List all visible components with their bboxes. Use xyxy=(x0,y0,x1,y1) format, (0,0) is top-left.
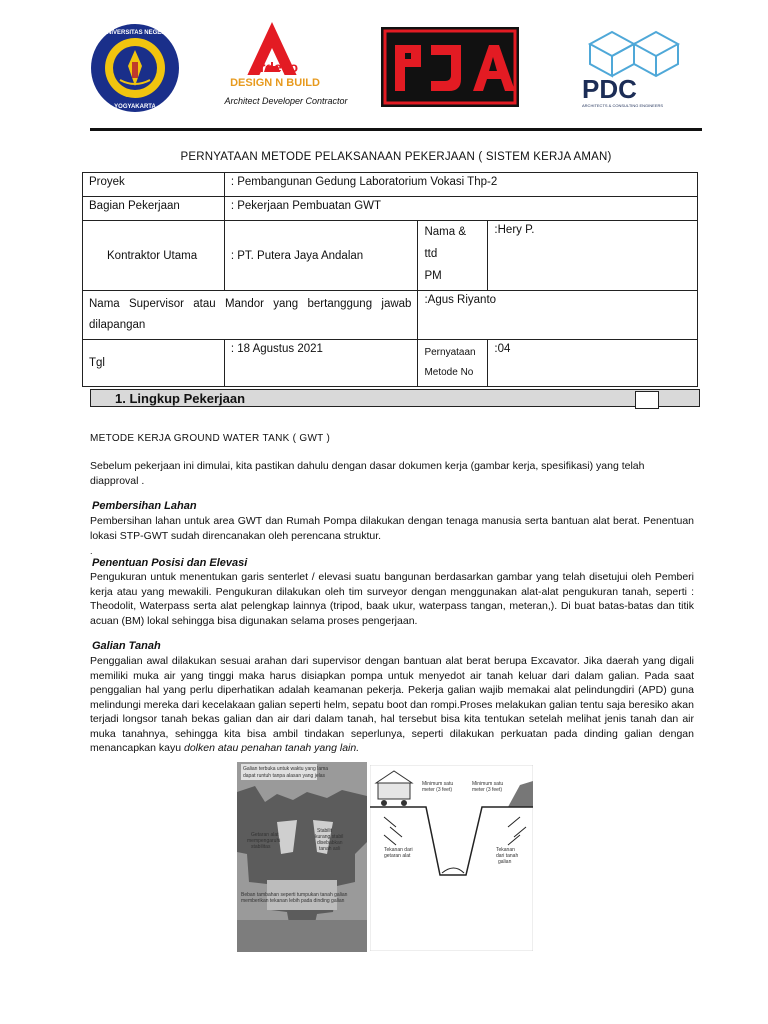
proyek-label: Proyek xyxy=(83,173,225,197)
right-caption-5: Tekanan dari xyxy=(384,847,413,853)
pernyataan-label xyxy=(418,340,488,387)
pernyataan-label-line2: Metode No xyxy=(424,367,474,378)
left-caption-8: disebabkan xyxy=(317,840,343,846)
right-caption-4: meter (3 feet) xyxy=(472,787,503,793)
left-caption-3: Getaran alat xyxy=(251,832,279,838)
excavation-hazard-figure xyxy=(237,762,367,952)
galian-heading: Galian Tanah xyxy=(92,640,161,652)
section-heading-bar xyxy=(90,389,700,407)
right-caption-2: meter (3 feet) xyxy=(422,787,453,793)
right-caption-8: dari tanah xyxy=(496,853,519,859)
tgl-label: Tgl xyxy=(83,340,225,387)
right-caption-7: Tekanan xyxy=(496,847,515,853)
svg-text:PDC: PDC xyxy=(582,74,637,104)
pernyataan-value: :04 xyxy=(488,340,698,387)
stray-dot: . xyxy=(90,546,93,556)
svg-text:DESIGN N BUILD: DESIGN N BUILD xyxy=(230,77,320,89)
nama-ttd-label xyxy=(418,221,488,291)
left-caption-4: mempengaruhi xyxy=(247,838,281,844)
left-caption-10: Beban tambahan seperti tumpukan tanah galian xyxy=(241,892,348,898)
supervisor-label-line2: dilapangan xyxy=(89,319,146,331)
supervisor-label xyxy=(83,291,418,340)
metode-heading: METODE KERJA GROUND WATER TANK ( GWT ) xyxy=(90,433,331,444)
pernyataan-label-line1: Pernyataan xyxy=(424,347,476,358)
pembersihan-heading: Pembersihan Lahan xyxy=(92,500,197,512)
document-title: PERNYATAAN METODE PELAKSANAAN PEKERJAAN ( SISTEM KERJA AMAN) xyxy=(180,151,612,163)
uny-seal-logo xyxy=(90,22,180,114)
left-caption-9: tanah asli xyxy=(319,846,341,852)
pja-logo xyxy=(381,27,519,107)
svg-text:ARCHITECTS & CONSULTING ENGINE: ARCHITECTS & CONSULTING ENGINEERS xyxy=(582,103,664,108)
galian-italic-text: dolken atau penahan tanah yang lain. xyxy=(183,742,360,754)
nama-ttd-value: :Hery P. xyxy=(488,221,698,291)
galian-paragraph xyxy=(90,654,694,756)
intro-paragraph: Sebelum pekerjaan ini dimulai, kita pastikan dahulu dengan dasar dokumen kerja (gambar kerja, spesifikasi) yang telah diapproval . xyxy=(90,460,645,487)
left-caption-5: stabilitas xyxy=(251,844,271,850)
svg-text:Ardeco: Ardeco xyxy=(249,59,299,75)
supervisor-label-line1: Nama Supervisor atau Mandor yang bertanggung jawab xyxy=(89,298,412,310)
svg-text:YOGYAKARTA: YOGYAKARTA xyxy=(114,104,156,110)
left-caption-1: Galian terbuka untuk waktu yang lama xyxy=(243,766,329,772)
left-caption-7: kurang stabil xyxy=(315,834,344,840)
nama-ttd-label-line1: Nama & ttd xyxy=(424,226,466,260)
penentuan-heading: Penentuan Posisi dan Elevasi xyxy=(92,557,248,569)
penentuan-paragraph: Pengukuran untuk menentukan garis senterlet / elevasi suatu bangunan berdasarkan gambar yang telah disetujui oleh Pemberi kerja atau yang mewakili. Pengukuran dilakukan oleh tim surveyor dengan menggunakan alat-alat pengukuran tanah, seperti : Theodolit, Waterpass serta alat pelengkap lainnya (tripod, baak ukur, waterpass tangan, meteran,). Di buat batas-batas dan titik acuan (BM) lokal sehingga bisa digunakan selama proses pengerjaan. xyxy=(90,571,694,627)
pembersihan-paragraph: Pembersihan lahan untuk area GWT dan Rumah Pompa dilakukan dengan tenaga manusia serta bantuan alat berat. Penentuan lokasi STP-GWT sudah direncanakan oleh perencana struktur. xyxy=(90,515,694,542)
pdc-logo xyxy=(572,24,680,110)
bagian-value: : Pekerjaan Pembuatan GWT xyxy=(224,197,697,221)
galian-text: Penggalian awal dilakukan sesuai arahan dari supervisor dengan bantuan alat berat berupa Excavator. Jika daerah yang digali memiliki muka air yang tinggi maka harus disiapkan pompa untuk menyedot air tanah keluar dari dalam galian. Pada saat penggalian hal yang perlu diperhatikan adalah keamanan pekerja. Pekerja galian wajib memakai alat pelindungdiri (APD) guna melindungi mereka dari kecelakaan galian seperti helm, sepatu boot dan rompi.Proses melakukan galian tentu saja beresiko akan terjadi longsor tanah bekas galian dan air dari dalam tanah, hal tersebut bisa kita tentukan setelah melihat jenis tanah dan air muka tanahnya, sehingga kita bisa ambil tindakan seperlunya, seperti dilakukan perkuatan pada dinding galian dengan menancapkan kayu xyxy=(90,655,694,754)
project-info-table xyxy=(82,172,698,387)
header-divider xyxy=(90,128,702,131)
section-heading: 1. Lingkup Pekerjaan xyxy=(115,391,246,406)
proyek-value: : Pembangunan Gedung Laboratorium Vokasi Thp-2 xyxy=(224,173,697,197)
left-caption-6: Stabilit xyxy=(317,828,333,834)
nama-ttd-label-line2: PM xyxy=(424,270,442,282)
svg-text:UNIVERSITAS NEGERI: UNIVERSITAS NEGERI xyxy=(102,30,168,36)
supervisor-value: :Agus Riyanto xyxy=(418,291,698,340)
svg-text:Architect Developer Contractor: Architect Developer Contractor xyxy=(224,96,348,106)
left-caption-2: dapat runtuh tanpa alasan yang jelas xyxy=(243,773,326,779)
section-checkbox xyxy=(635,391,659,409)
right-caption-6: getaran alat xyxy=(384,853,411,859)
bagian-label: Bagian Pekerjaan xyxy=(83,197,225,221)
right-caption-3: Minimum satu xyxy=(472,781,504,787)
right-caption-1: Minimum satu xyxy=(422,781,454,787)
right-caption-9: galian xyxy=(498,859,512,865)
ardeco-logo xyxy=(222,18,350,110)
trench-setback-figure xyxy=(370,765,533,951)
left-caption-11: memberikan tekanan lebih pada dinding galian xyxy=(241,898,345,904)
tgl-value: : 18 Agustus 2021 xyxy=(224,340,418,387)
kontraktor-value: : PT. Putera Jaya Andalan xyxy=(224,221,418,291)
kontraktor-label: Kontraktor Utama xyxy=(83,221,225,291)
